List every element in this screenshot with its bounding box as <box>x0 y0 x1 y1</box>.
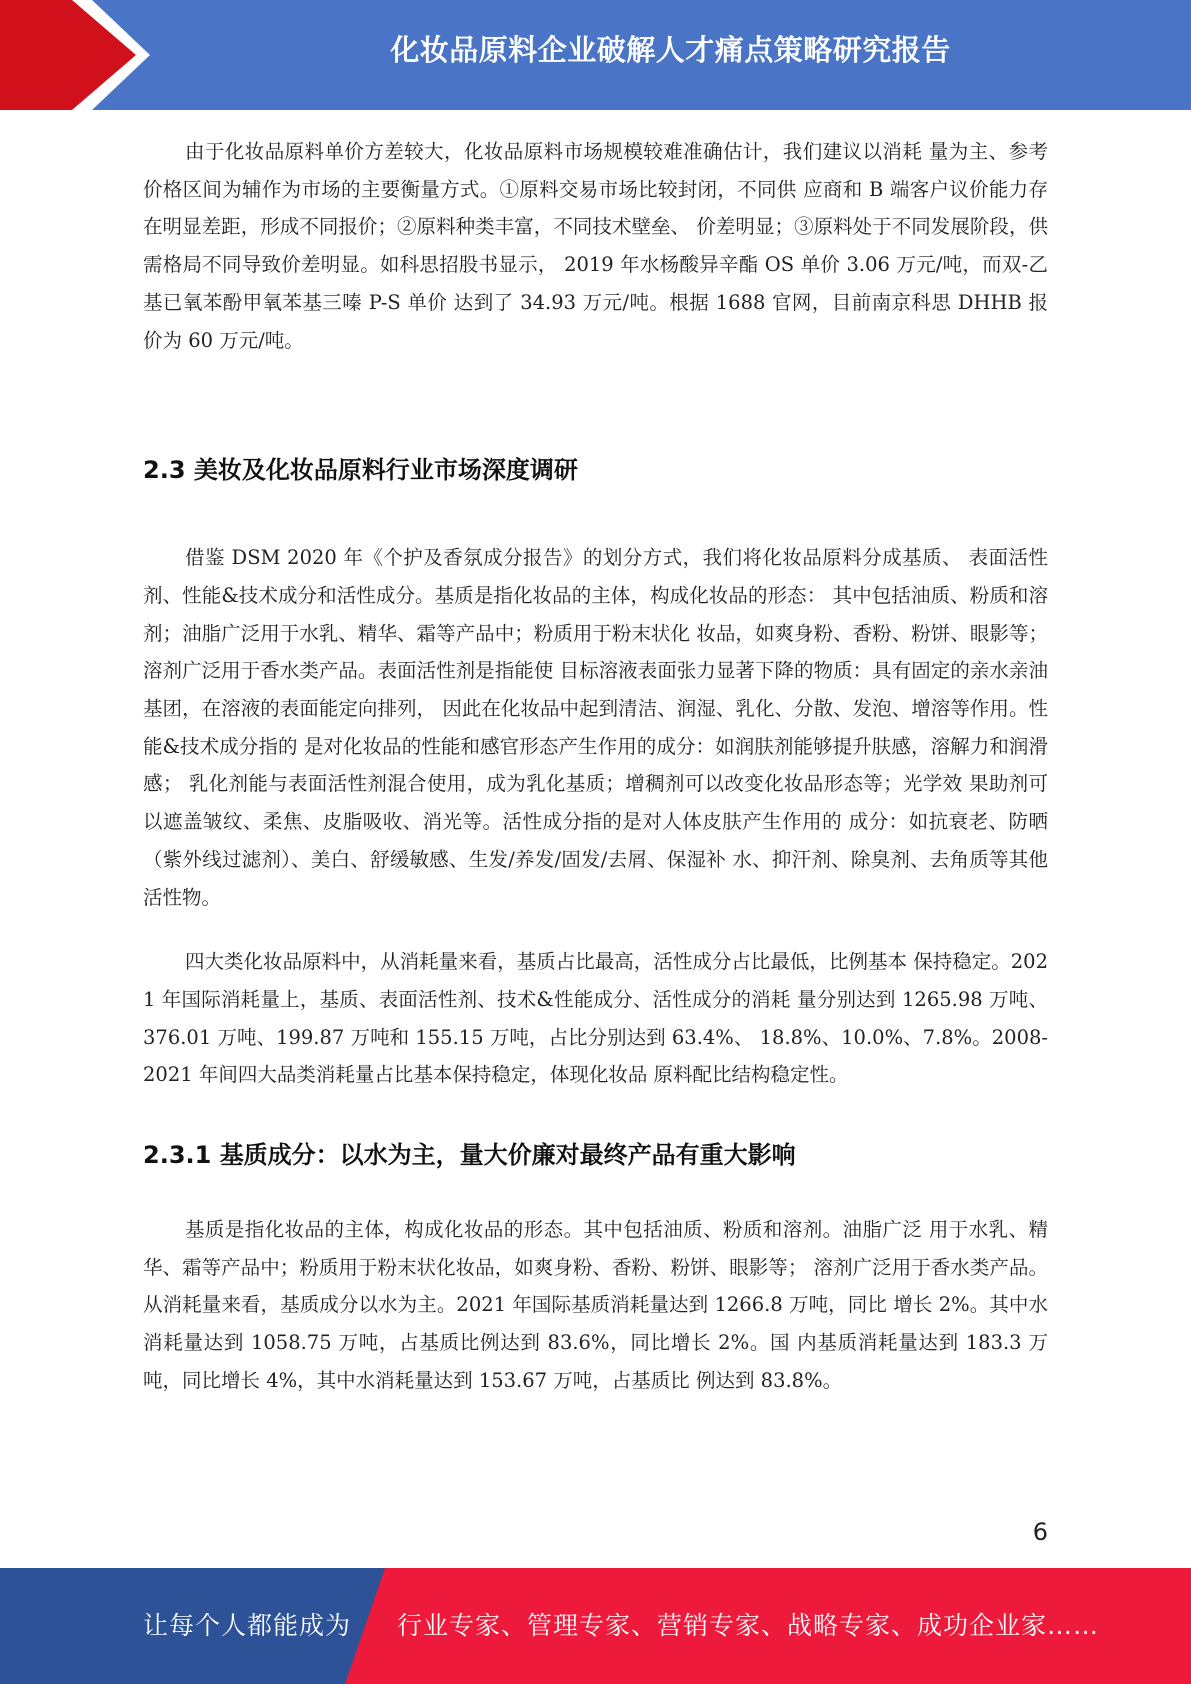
paragraph-market-measurement: 由于化妆品原料单价方差较大，化妆品原料市场规模较难准确估计，我们建议以消耗 量为主、参考价格区间为辅作为市场的主要衡量方式。①原料交易市场比较封闭，不同供 应商和 B 端客户议价能力存在明显差距，形成不同报价；②原料种类丰富，不同技术壁垒、 价差明显；③原料处于不同发展阶段，供需格局不同导致价差明显。如科思招股书显示， 2019 年水杨酸异辛酯 OS 单价 3.06 万元/吨，而双-乙基已氧苯酚甲氧苯基三嗪 P-S 单价 达到了 34.93 万元/吨。根据 1688 官网，目前南京科思 DHHB 报价为 60 万元/吨。 <box>143 140 1048 352</box>
page-number: 6 <box>1032 1518 1048 1546</box>
section-heading-2-3-1: 2.3.1 基质成分：以水为主，量大价廉对最终产品有重大影响 <box>143 1141 796 1170</box>
paragraph-dsm-classification: 借鉴 DSM 2020 年《个护及香氛成分报告》的划分方式，我们将化妆品原料分成基质、 表面活性剂、性能&技术成分和活性成分。基质是指化妆品的主体，构成化妆品的形态： 其中包括油质、粉质和溶剂；油脂广泛用于水乳、精华、霜等产品中；粉质用于粉末状化 妆品，如爽身粉、香粉、粉饼、眼影等；溶剂广泛用于香水类产品。表面活性剂是指能使 目标溶液表面张力显著下降的物质：具有固定的亲水亲油基团，在溶液的表面能定向排列， 因此在化妆品中起到清洁、润湿、乳化、分散、发泡、增溶等作用。性能&技术成分指的 是对化妆品的性能和感官形态产生作用的成分：如润肤剂能够提升肤感，溶解力和润滑感； 乳化剂能与表面活性剂混合使用，成为乳化基质；增稠剂可以改变化妆品形态等；光学效 果助剂可以遮盖皱纹、柔焦、皮脂吸收、消光等。活性成分指的是对人体皮肤产生作用的 成分：如抗衰老、防晒（紫外线过滤剂）、美白、舒缓敏感、生发/养发/固发/去屑、保湿补 水、抑汗剂、除臭剂、去角质等其他活性物。 <box>143 546 1048 909</box>
header-chevron-arrow-icon <box>0 0 136 110</box>
document-body <box>143 133 1048 1400</box>
header-banner <box>0 0 1191 110</box>
report-title: 化妆品原料企业破解人才痛点策略研究报告 <box>390 33 951 67</box>
paragraph-four-categories: 四大类化妆品原料中，从消耗量来看，基质占比最高，活性成分占比最低，比例基本 保持稳定。2021 年国际消耗量上，基质、表面活性剂、技术&性能成分、活性成分的消耗 量分别达到 1265.98 万吨、376.01 万吨、199.87 万吨和 155.15 万吨，占比分别达到 63.4%、 18.8%、10.0%、7.8%。2008-2021 年间四大品类消耗量占比基本保持稳定，体现化妆品 原料配比结构稳定性。 <box>143 950 1048 1087</box>
footer-slogan-left: 让每个人都能成为 <box>143 1611 352 1640</box>
paragraph-matrix-ingredients: 基质是指化妆品的主体，构成化妆品的形态。其中包括油质、粉质和溶剂。油脂广泛 用于水乳、精华、霜等产品中；粉质用于粉末状化妆品，如爽身粉、香粉、粉饼、眼影等； 溶剂广泛用于香水类产品。 从消耗量来看，基质成分以水为主。2021 年国际基质消耗量达到 1266.8 万吨，同比 增长 2%。其中水消耗量达到 1058.75 万吨，占基质比例达到 83.6%，同比增长 2%。国 内基质消耗量达到 183.3 万吨，同比增长 4%，其中水消耗量达到 153.67 万吨，占基质比 例达到 83.8%。 <box>143 1218 1048 1392</box>
footer-banner <box>0 1568 1191 1684</box>
footer-slogan-right: 行业专家、管理专家、营销专家、战略专家、成功企业家…… <box>397 1611 1100 1640</box>
section-heading-2-3: 2.3 美妆及化妆品原料行业市场深度调研 <box>143 456 578 485</box>
